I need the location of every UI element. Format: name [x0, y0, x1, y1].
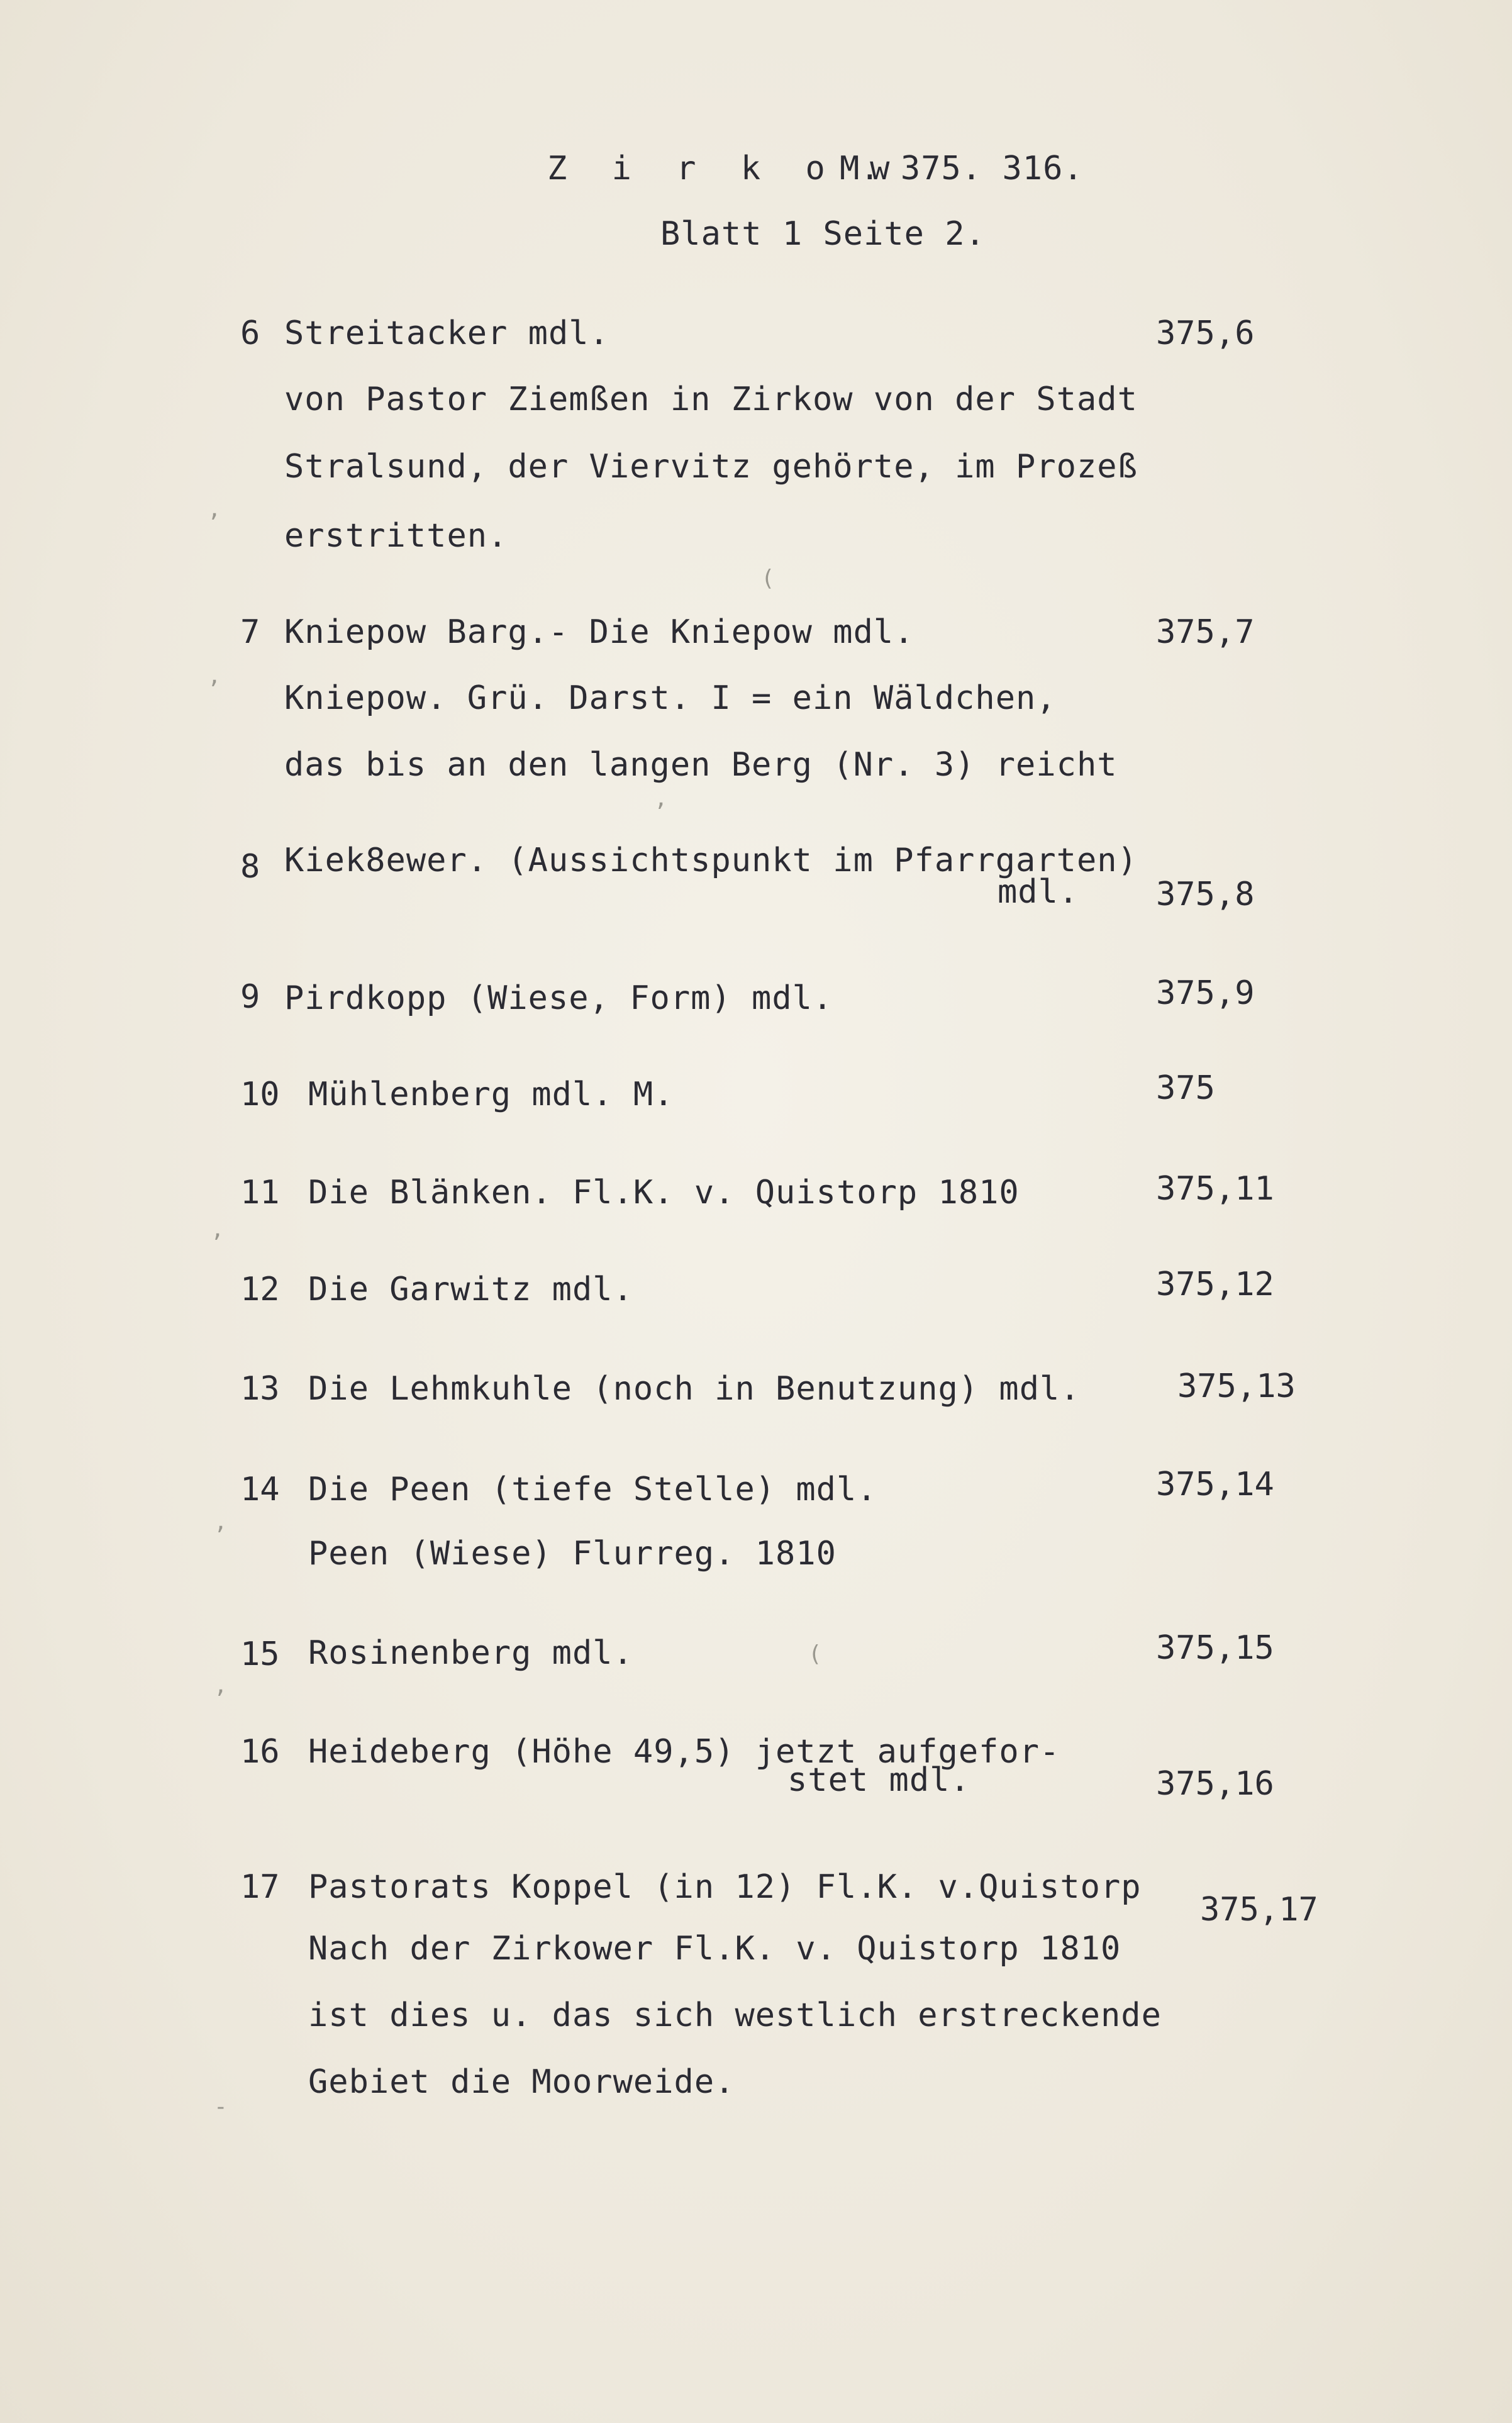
entry-8-number: 8 [240, 848, 260, 886]
entry-13-number: 13 [240, 1370, 280, 1408]
entry-14-number: 14 [240, 1471, 280, 1508]
entry-6-line-1: Streitacker mdl. [284, 315, 609, 352]
entry-14-line-1: Die Peen (tiefe Stelle) mdl. [308, 1471, 877, 1508]
paper-mark: - [214, 2094, 228, 2120]
paper-mark: , [214, 1509, 228, 1535]
entry-10-line-1: Mühlenberg mdl. M. [308, 1076, 674, 1113]
entry-14-line-2: Peen (Wiese) Flurreg. 1810 [308, 1535, 837, 1573]
entry-9-ref: 375,9 [1156, 974, 1255, 1012]
entry-8-ref: 375,8 [1156, 876, 1255, 913]
paper-mark: ( [808, 1641, 822, 1667]
entry-10-ref: 375 [1156, 1069, 1215, 1107]
entry-7-ref: 375,7 [1156, 613, 1255, 651]
entry-13-ref: 375,13 [1177, 1367, 1296, 1405]
entry-9-number: 9 [240, 978, 260, 1016]
entry-12-ref: 375,12 [1156, 1266, 1274, 1303]
entry-11-number: 11 [240, 1174, 280, 1212]
entry-14-ref: 375,14 [1156, 1466, 1274, 1503]
entry-6-number: 6 [240, 315, 260, 352]
entry-12-line-1: Die Garwitz mdl. [308, 1271, 633, 1308]
entry-11-ref: 375,11 [1156, 1170, 1274, 1208]
entry-17-line-4: Gebiet die Moorweide. [308, 2063, 735, 2101]
entry-17-ref: 375,17 [1200, 1891, 1318, 1929]
subtitle: Blatt 1 Seite 2. [660, 215, 986, 253]
paper-mark: ( [761, 565, 775, 591]
entry-13-line-1: Die Lehmkuhle (noch in Benutzung) mdl. [308, 1370, 1081, 1408]
paper-mark: , [208, 496, 221, 522]
paper-mark: , [208, 663, 221, 689]
paper-mark: , [214, 1673, 228, 1698]
entry-6-line-3: Stralsund, der Viervitz gehörte, im Prozeß [284, 448, 1138, 486]
entry-7-line-1: Kniepow Barg.- Die Kniepow mdl. [284, 613, 914, 651]
entry-7-line-2: Kniepow. Grü. Darst. I = ein Wäldchen, [284, 679, 1057, 717]
entry-15-number: 15 [240, 1635, 280, 1673]
entry-17-line-2: Nach der Zirkower Fl.K. v. Quistorp 1810 [308, 1930, 1121, 1968]
entry-8-line-1: Kiek8ewer. (Aussichtspunkt im Pfarrgarten) [284, 842, 1138, 879]
entry-15-line-1: Rosinenberg mdl. [308, 1634, 633, 1672]
entry-12-number: 12 [240, 1271, 280, 1308]
entry-15-ref: 375,15 [1156, 1629, 1274, 1667]
entry-8-line-2: mdl. [998, 873, 1079, 911]
entry-17-line-1: Pastorats Koppel (in 12) Fl.K. v.Quistorp [308, 1868, 1142, 1906]
entry-10-number: 10 [240, 1076, 280, 1113]
entry-6-line-4: erstritten. [284, 517, 508, 555]
entry-16-number: 16 [240, 1733, 280, 1771]
entry-16-ref: 375,16 [1156, 1765, 1274, 1803]
entry-7-line-3: das bis an den langen Berg (Nr. 3) reicht [284, 746, 1118, 784]
entry-16-line-1: Heideberg (Höhe 49,5) jetzt aufgefor- [308, 1733, 1060, 1771]
entry-11-line-1: Die Blänken. Fl.K. v. Quistorp 1810 [308, 1174, 1020, 1212]
paper-mark: , [211, 1217, 225, 1242]
entry-16-line-2: stet mdl. [787, 1761, 970, 1799]
entry-7-number: 7 [240, 613, 260, 651]
entry-9-line-1: Pirdkopp (Wiese, Form) mdl. [284, 979, 833, 1017]
entry-17-line-3: ist dies u. das sich westlich erstreckende [308, 1997, 1162, 2034]
title-ref: M. 375. 316. [840, 150, 1084, 187]
paper-mark: , [654, 786, 668, 811]
entry-6-line-2: von Pastor Ziemßen in Zirkow von der Stadt [284, 381, 1138, 418]
entry-17-number: 17 [240, 1868, 280, 1906]
entry-6-ref: 375,6 [1156, 315, 1255, 352]
title-name: Z i r k o w [547, 150, 903, 187]
